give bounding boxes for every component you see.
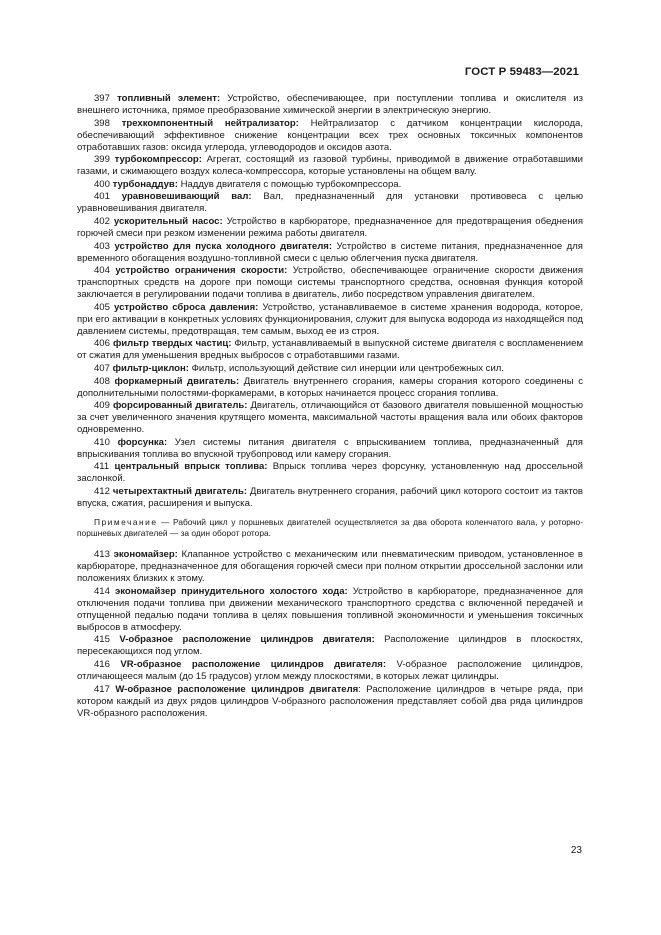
entry-number: 403 — [94, 240, 110, 252]
glossary-entry — [77, 93, 583, 117]
entry-definition: Двигатель внутреннего сгорания, камеры сгорания которого соединены с дополнительными полостями-форкамерами, в которых начинается процесс сгорания топлива. — [77, 375, 583, 399]
entry-number: 398 — [94, 117, 110, 129]
entry-term: устройство для пуска холодного двигателя: — [114, 240, 333, 252]
note-paragraph — [77, 517, 583, 539]
entry-term: устройство сброса давления: — [114, 301, 259, 313]
entry-number: 409 — [94, 400, 110, 412]
entry-number: 417 — [94, 683, 110, 695]
glossary-entry — [77, 338, 583, 362]
entry-term: форкамерный двигатель: — [114, 375, 240, 387]
glossary-entry — [77, 241, 583, 265]
glossary-entry — [77, 437, 583, 461]
glossary-entry — [77, 265, 583, 301]
entry-definition: Устройство в системе питания, предназначенное для временного обогащения воздушно-топливной смеси с целью облегчения пуска двигателя. — [77, 240, 583, 264]
glossary-entries — [77, 93, 583, 510]
entry-number: 401 — [94, 191, 110, 203]
entry-term: VR-образное расположение цилиндров двигателя: — [120, 659, 387, 671]
entry-number: 412 — [94, 486, 110, 497]
entry-number: 402 — [94, 215, 110, 227]
glossary-entry — [77, 486, 583, 510]
glossary-entry — [77, 216, 583, 240]
entry-definition: Впрыск топлива через форсунку, установленную над дроссельной заслонкой. — [77, 461, 583, 485]
entry-number: 406 — [94, 338, 110, 350]
entry-number: 416 — [94, 659, 110, 671]
entry-definition: : Расположение цилиндров в четыре ряда, при котором каждый из двух рядов цилиндров V-образного расположения представляет собой два ряда цилиндров VR-образного расположения. — [77, 683, 584, 719]
entry-definition: Двигатель, отличающийся от базового двигателя повышенной мощностью за счет увеличенного значения крутящего момента, максимальной частоты вращения вала или обоих факторов одновременно. — [77, 400, 583, 436]
entry-term: топливный элемент: — [117, 93, 221, 104]
entry-term: устройство ограничения скорости: — [115, 265, 288, 277]
glossary-entry — [77, 363, 583, 375]
entry-definition: Расположение цилиндров в плоскостях, пересекающихся под углом. — [77, 634, 583, 658]
entry-number: 410 — [94, 436, 110, 448]
entry-term: форсунка: — [117, 436, 168, 448]
note-label: Примечание — [94, 517, 158, 528]
entry-term: турбокомпрессор: — [114, 154, 202, 166]
entry-definition: Устройство в карбюраторе, предназначенное для отключения подачи топлива при движении механического транспортного средства с включенной передачей и отпущенной педалью подачи топлива в целях повышения топливной экономичности и уменьшения токсичных выбросов в атмосферу. — [77, 585, 583, 633]
entry-definition: Нейтрализатор с датчиком концентрации кислорода, обеспечивающий эффективное снижение концентрации всех трех основных токсичных компонентов отработавших газов: оксида углерода, углеводородов и оксидов азота. — [77, 117, 584, 153]
glossary-entry — [77, 376, 583, 400]
entry-definition: Агрегат, состоящий из газовой турбины, приводимой в движение отработавшими газами, и сжимающего воздух колеса-компрессора, которые установлены на общем валу. — [77, 154, 583, 178]
entry-term: фильтр-циклон: — [112, 363, 189, 375]
glossary-content — [77, 93, 583, 720]
entry-number: 405 — [94, 301, 110, 313]
glossary-entries-after-note — [77, 549, 583, 720]
entry-definition: Наддув двигателя с помощью турбокомпрессора. — [177, 178, 402, 190]
entry-definition: Клапанное устройство с механическим или пневматическим приводом, установленное в карбюраторе, предназначенное для обогащения горючей смеси при полном открытии дроссельной заслонки или положениях близких к этому. — [77, 549, 583, 585]
entry-term: четырехтактный двигатель: — [112, 486, 247, 497]
entry-definition: Двигатель внутреннего сгорания, рабочий цикл которого состоит из тактов впуска, сжатия, расширения и выпуска. — [77, 486, 583, 510]
entry-definition: Фильтр, использующий действие сил инерции или центробежных сил. — [188, 363, 505, 375]
entry-number: 414 — [94, 585, 110, 597]
entry-definition: Устройство, устанавливаемое в системе хранения водорода, которое, при его активации в конкретных условиях функционирования, служит для выпуска водорода из находящейся под давлением системы, предотвращая, тем самым, выход ее из строя. — [77, 301, 584, 337]
document-code-header: ГОСТ Р 59483—2021 — [464, 66, 579, 78]
entry-definition: Узел системы питания двигателя с впрыскиванием топлива, предназначенный для впрыскивания топлива во впускной трубопровод или камеру сгорания. — [77, 436, 583, 460]
entry-term: трехкомпонентный нейтрализатор: — [121, 117, 299, 129]
glossary-entry — [77, 118, 583, 154]
entry-term: V-образное расположение цилиндров двигателя: — [119, 634, 375, 646]
entry-definition: Устройство в карбюраторе, предназначенное для предотвращения обеднения горючей смеси при резком изменении режима работы двигателя. — [77, 215, 583, 240]
entry-definition: V-образное расположение цилиндров, отличающееся малым (до 15 градусов) углом между плоскостями, в которых лежат цилиндры. — [77, 659, 584, 683]
entry-definition: Вал, предназначенный для установки противовеса с целью уравновешивания двигателя. — [77, 191, 583, 215]
entry-definition: Устройство, обеспечивающее ограничение скорости движения транспортных средств на дороге при помощи системы транспортного средства, основная функция которой заключается в регулировании подачи топлива в двигатель, либо посредством управления двигателем. — [77, 265, 584, 301]
entry-term: турбонаддув: — [112, 178, 178, 190]
glossary-entry — [77, 684, 583, 720]
entry-term: форсированный двигатель: — [112, 400, 248, 412]
entry-number: 411 — [94, 461, 110, 473]
glossary-entry — [77, 586, 583, 634]
entry-definition: Фильтр, устанавливаемый в выпускной системе двигателя с воспламенением от сжатия для уменьшения вредных выбросов с отработавшими газами. — [77, 338, 584, 362]
entry-term: экономайзер: — [113, 549, 178, 561]
entry-term: экономайзер принудительного холостого хода: — [115, 585, 348, 597]
entry-definition: Устройство, обеспечивающее, при поступлении топлива и окислителя из внешнего источника, прямое преобразование химической энергии в электрическую энергию. — [77, 93, 584, 117]
glossary-entry — [77, 400, 583, 436]
glossary-entry — [77, 191, 583, 215]
glossary-entry — [77, 179, 583, 191]
entry-number: 400 — [94, 178, 110, 190]
entry-term: уравновешивающий вал: — [121, 191, 252, 203]
glossary-entry — [77, 302, 583, 338]
entry-term: W-образное расположение цилиндров двигателя — [115, 683, 359, 695]
entry-number: 408 — [94, 375, 110, 387]
glossary-entry — [77, 634, 583, 658]
page-number: 23 — [570, 845, 582, 856]
glossary-entry — [77, 549, 583, 585]
entry-term: ускорительный насос: — [113, 215, 223, 227]
entry-number: 397 — [94, 93, 110, 104]
glossary-entry — [77, 659, 583, 683]
entry-number: 413 — [94, 549, 110, 561]
glossary-entry — [77, 154, 583, 178]
entry-term: фильтр твердых частиц: — [112, 338, 232, 350]
note-text: — Рабочий цикл у поршневых двигателей осуществляется за два оборота коленчатого вала, у роторно-поршневых двигателей — за один оборот ротора. — [77, 517, 583, 539]
entry-number: 399 — [94, 154, 110, 166]
entry-term: центральный впрыск топлива: — [114, 461, 268, 473]
entry-number: 404 — [94, 265, 110, 277]
glossary-entry — [77, 461, 583, 485]
entry-number: 407 — [94, 363, 110, 375]
entry-number: 415 — [94, 634, 110, 646]
